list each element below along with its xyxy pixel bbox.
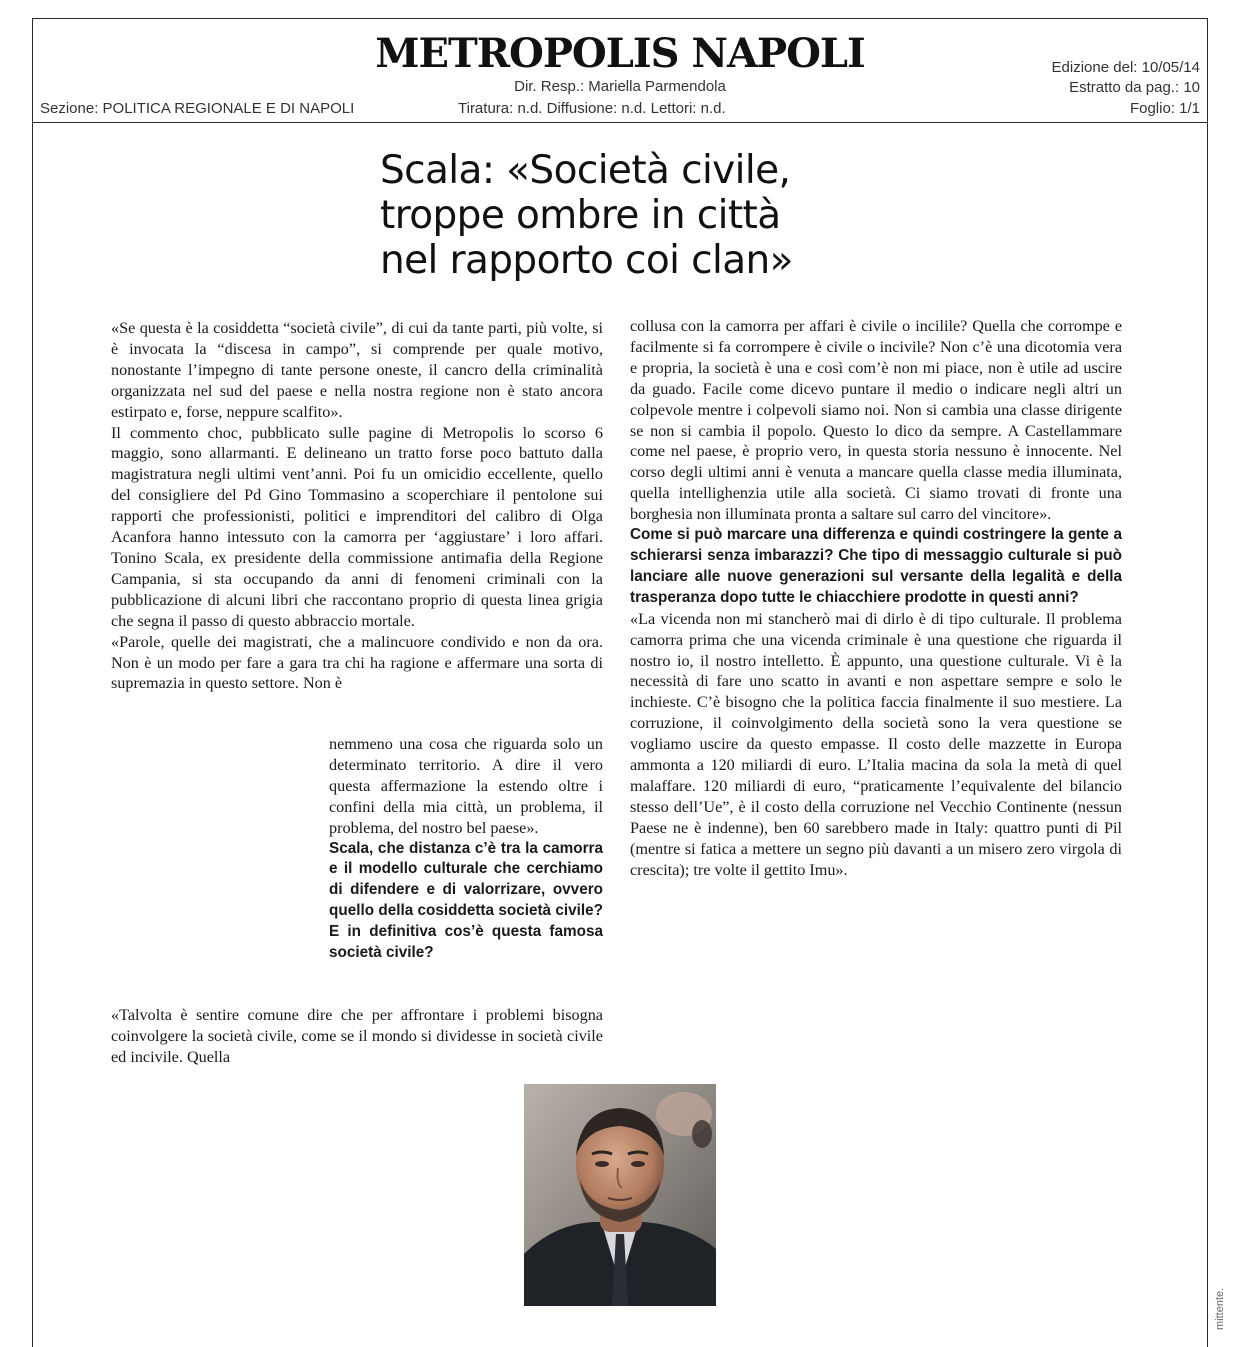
masthead: METROPOLIS NAPOLI — [375, 30, 865, 77]
portrait-photo — [524, 1084, 716, 1306]
article-headline — [380, 148, 940, 283]
director-line: Dir. Resp.: Mariella Parmendola — [514, 78, 726, 95]
article-column-right — [630, 316, 1122, 880]
article-column-tail — [111, 1005, 603, 1068]
section-label: Sezione: POLITICA REGIONALE E DI NAPOLI — [40, 100, 355, 117]
article-paragraph: «La vicenda non mi stancherò mai di dirlo è di tipo culturale. Il problema camorra prima che una vicenda criminale è una questione che riguarda il nostro io, il nostro intelletto. È appunto, una questione culturale. Vi è la necessità di fare uno scatto in avanti e non aspettare sempre e solo le inchieste. C’è bisogno che la politica faccia finalmente il suo mestiere. La corruzione, il coinvolgimento della società sono la vera questione se vogliamo uscire da questo empasse. Il costo delle mazzette in Europa ammonta a 120 miliardi di euro. L’Italia macina da sola la metà di quel malaffare. 120 miliardi di euro, “praticamente l’equivalente del bilancio stesso dell’Ue”, è il costo della corruzione nel Vecchio Continente (nessun Paese ne è indenne), ben 60 sarebbero made in Italy: quattro punti di Pil (mentre si fatica a mettere un segno più davanti a un misero zero virgola di crescita); tre volte il gettito Imu». — [630, 609, 1122, 879]
interview-question: Come si può marcare una differenza e quindi costringere la gente a schierarsi senza imbarazzi? Che tipo di messaggio culturale si può lanciare alle nuove generazioni sul versante della legalità e della trasperanza dopo tutte le chiacchiere prodotte in questi anni? — [630, 526, 1122, 606]
sheet-count: Foglio: 1/1 — [1129, 100, 1200, 117]
article-paragraph: «Parole, quelle dei magistrati, che a malincuore condivido e non da ora. Non è un modo per fare a gara tra chi ha ragione e affermare una sorta di supremazia in questo settore. Non è — [111, 632, 603, 693]
margin-note — [1214, 1250, 1234, 1330]
article-paragraph: Il commento choc, pubblicato sulle pagine di Metropolis lo scorso 6 maggio, sono allarmanti. E delineano un tratto forse poco battuto dalla magistratura negli ultimi vent’anni. Poi fu un omicidio eccellente, quello del consigliere del Pd Gino Tommasino a scoperchiare il pentolone sui rapporti che professionisti, politici e imprenditori del calibro di Olga Acanfora hanno intessuto con la camorra per ‘aggiustare’ i loro affari. Tonino Scala, ex presidente della commissione antimafia della Regione Campania, si sta occupando da anni di fenomeni criminali con la pubblicazione di alcuni libri che raccontano proprio di questa linea grigia che segna il passo di questo abbraccio mortale. — [111, 423, 603, 630]
article-column-left — [111, 318, 603, 694]
article-paragraph: «Talvolta è sentire comune dire che per affrontare i problemi bisogna coinvolgere la società civile, come se il mondo si dividesse in società civile ed incivile. Quella — [111, 1006, 603, 1066]
header-divider — [32, 122, 1208, 123]
article-column-inset — [329, 734, 603, 964]
article-paragraph: collusa con la camorra per affari è civile o incilile? Quella che corrompe e facilmente si fa corrompere è civile o incivile? Non c’è una dicotomia vera e propria, la società è una e così com’è non mi piace, non è utile ad uscire da guado. Facile come dicevo puntare il medio o indicare negli altri un colpevole mentre i colpevoli siamo noi. Non si cambia una classe dirigente se non si cambia il popolo. Questo lo dico da sempre. A Castellammare come nel paese, è proprio vero, in questa storia nessuno è innocente. Nel corso degli ultimi anni è venuta a mancare quella classe media illuminata, quella intellighenzia utile alla società. Ci siamo trovati di fronte una borghesia non illuminata pronta a saltare sul carro del vincitore». — [630, 317, 1122, 524]
article-paragraph: «Se questa è la cosiddetta “società civile”, di cui da tante parti, più volte, si è invocata la “discesa in campo”, si comprende per quale motivo, nonostante l’impegno di tante persone oneste, il cancro della criminalità organizzata nel sud del paese e nella nostra regione non è stato ancora estirpato e, forse, neppure scalfito». — [111, 319, 603, 421]
headline-line: nel rapporto coi clan» — [380, 238, 793, 283]
edition-date: Edizione del: 10/05/14 — [1051, 59, 1200, 76]
headline-line: troppe ombre in città — [380, 193, 781, 238]
margin-note-text: mittente. — [1214, 1287, 1226, 1330]
headline-line: Scala: «Società civile, — [380, 148, 791, 193]
interview-question: Scala, che distanza c’è tra la camorra e il modello culturale che cerchiamo di difendere e di valorrizare, ovvero quello della cosiddetta società civile? E in definitiva cos’è questa famosa società civile? — [329, 839, 603, 962]
page-extract: Estratto da pag.: 10 — [1069, 79, 1200, 96]
article-paragraph: nemmeno una cosa che riguarda solo un determinato territorio. A dire il vero questa affermazione la estendo oltre i confini della mia città, un problema, il problema, del nostro bel paese». — [329, 735, 603, 837]
portrait-image — [524, 1084, 716, 1306]
circulation-stats: Tiratura: n.d. Diffusione: n.d. Lettori: n.d. — [458, 100, 726, 117]
